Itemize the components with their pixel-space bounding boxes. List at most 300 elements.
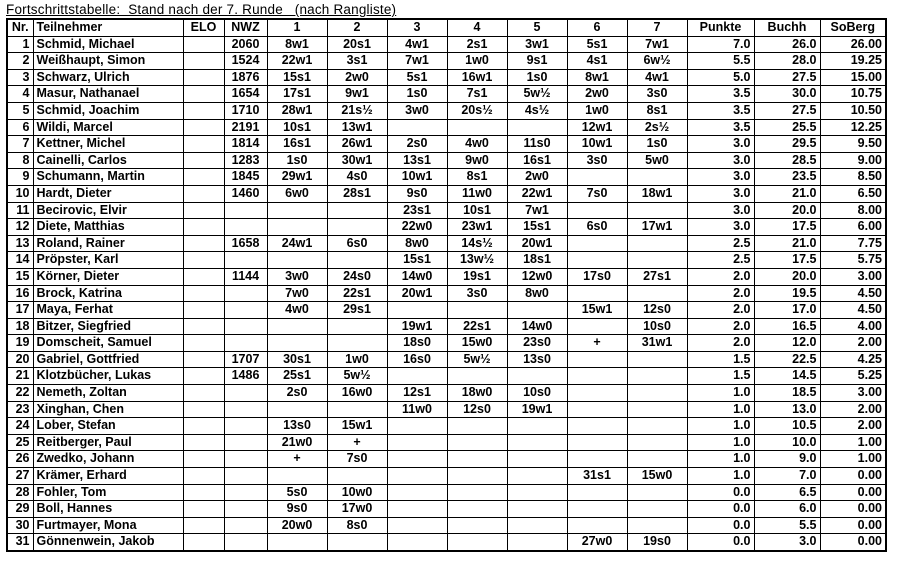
cell-punkte: 1.0 — [687, 401, 754, 418]
cell-round-1: 16s1 — [267, 136, 327, 153]
cell-round-7: 2s½ — [627, 119, 687, 136]
cell-elo — [183, 169, 224, 186]
cell-nwz — [224, 385, 267, 402]
cell-round-1: 30s1 — [267, 351, 327, 368]
cell-punkte: 2.5 — [687, 235, 754, 252]
table-row — [7, 451, 886, 468]
cell-round-4 — [447, 501, 507, 518]
cell-round-4: 4w0 — [447, 136, 507, 153]
cell-soberg: 4.50 — [820, 302, 886, 319]
cell-round-5 — [507, 434, 567, 451]
cell-round-6: 12w1 — [567, 119, 627, 136]
cell-elo — [183, 401, 224, 418]
cell-round-7 — [627, 202, 687, 219]
cell-soberg: 5.25 — [820, 368, 886, 385]
cell-soberg: 2.00 — [820, 401, 886, 418]
cell-round-4: 23w1 — [447, 219, 507, 236]
column-header-soberg: SoBerg — [820, 19, 886, 36]
cell-round-2: 2w0 — [327, 69, 387, 86]
cell-nr: 22 — [7, 385, 33, 402]
cell-soberg: 9.00 — [820, 152, 886, 169]
cell-punkte: 2.0 — [687, 318, 754, 335]
cell-round-2: 22s1 — [327, 285, 387, 302]
column-header-round-5: 5 — [507, 19, 567, 36]
cell-round-4: 11w0 — [447, 185, 507, 202]
cell-round-1 — [267, 318, 327, 335]
cell-punkte: 5.0 — [687, 69, 754, 86]
cell-round-1 — [267, 534, 327, 551]
cell-round-1: 5s0 — [267, 484, 327, 501]
cell-name: Pröpster, Karl — [33, 252, 183, 269]
cell-elo — [183, 285, 224, 302]
cell-nr: 27 — [7, 468, 33, 485]
cell-round-4: 2s1 — [447, 36, 507, 53]
cell-round-4: 5w½ — [447, 351, 507, 368]
cell-buchh: 30.0 — [754, 86, 820, 103]
cell-round-7: 5w0 — [627, 152, 687, 169]
cell-nr: 14 — [7, 252, 33, 269]
header-row — [7, 19, 886, 36]
column-header-round-2: 2 — [327, 19, 387, 36]
cell-buchh: 16.5 — [754, 318, 820, 335]
cell-round-6 — [567, 235, 627, 252]
cell-buchh: 3.0 — [754, 534, 820, 551]
cell-round-5: 20w1 — [507, 235, 567, 252]
cell-buchh: 10.5 — [754, 418, 820, 435]
cell-soberg: 1.00 — [820, 451, 886, 468]
cell-round-2: 8s0 — [327, 517, 387, 534]
cell-round-6: 10w1 — [567, 136, 627, 153]
table-row — [7, 534, 886, 551]
cell-elo — [183, 451, 224, 468]
cell-round-6: 1w0 — [567, 102, 627, 119]
cell-round-3: 2s0 — [387, 136, 447, 153]
cell-name: Masur, Nathanael — [33, 86, 183, 103]
cell-round-2: 9w1 — [327, 86, 387, 103]
cell-name: Becirovic, Elvir — [33, 202, 183, 219]
cell-round-5: 14w0 — [507, 318, 567, 335]
cell-punkte: 2.0 — [687, 285, 754, 302]
cell-round-1: 4w0 — [267, 302, 327, 319]
cell-nr: 24 — [7, 418, 33, 435]
cell-round-4 — [447, 119, 507, 136]
cell-round-4: 16w1 — [447, 69, 507, 86]
cell-elo — [183, 69, 224, 86]
cell-round-3: 11w0 — [387, 401, 447, 418]
cell-nr: 17 — [7, 302, 33, 319]
standings-table — [6, 18, 887, 552]
cell-soberg: 4.50 — [820, 285, 886, 302]
cell-elo — [183, 418, 224, 435]
cell-round-7 — [627, 235, 687, 252]
cell-round-7 — [627, 169, 687, 186]
cell-punkte: 1.5 — [687, 351, 754, 368]
cell-round-7: 19s0 — [627, 534, 687, 551]
cell-round-7: 17w1 — [627, 219, 687, 236]
cell-round-3: 10w1 — [387, 169, 447, 186]
column-header-round-3: 3 — [387, 19, 447, 36]
cell-round-4 — [447, 468, 507, 485]
cell-nwz: 1876 — [224, 69, 267, 86]
cell-buchh: 28.5 — [754, 152, 820, 169]
cell-round-4 — [447, 484, 507, 501]
cell-nwz: 1460 — [224, 185, 267, 202]
cell-round-2: 13w1 — [327, 119, 387, 136]
cell-nwz: 1814 — [224, 136, 267, 153]
cell-soberg: 1.00 — [820, 434, 886, 451]
cell-nwz — [224, 451, 267, 468]
cell-round-3: 9s0 — [387, 185, 447, 202]
cell-round-6: 31s1 — [567, 468, 627, 485]
cell-round-6: 7s0 — [567, 185, 627, 202]
cell-punkte: 0.0 — [687, 484, 754, 501]
cell-round-1 — [267, 335, 327, 352]
cell-soberg: 3.00 — [820, 385, 886, 402]
cell-buchh: 20.0 — [754, 268, 820, 285]
cell-nwz — [224, 285, 267, 302]
cell-round-7: 8s1 — [627, 102, 687, 119]
cell-round-2: 21s½ — [327, 102, 387, 119]
cell-buchh: 5.5 — [754, 517, 820, 534]
cell-round-6 — [567, 169, 627, 186]
cell-round-7: 10s0 — [627, 318, 687, 335]
cell-soberg: 0.00 — [820, 484, 886, 501]
cell-round-2: 29s1 — [327, 302, 387, 319]
cell-round-3 — [387, 418, 447, 435]
cell-nwz — [224, 517, 267, 534]
cell-round-7 — [627, 401, 687, 418]
cell-round-2: 7s0 — [327, 451, 387, 468]
cell-round-4 — [447, 418, 507, 435]
cell-nr: 5 — [7, 102, 33, 119]
cell-round-6 — [567, 202, 627, 219]
cell-punkte: 3.0 — [687, 202, 754, 219]
cell-nwz — [224, 418, 267, 435]
cell-round-5: 13s0 — [507, 351, 567, 368]
cell-buchh: 27.5 — [754, 69, 820, 86]
cell-round-7: 4w1 — [627, 69, 687, 86]
cell-round-3: 7w1 — [387, 53, 447, 70]
cell-round-3: 1s0 — [387, 86, 447, 103]
cell-round-2: 20s1 — [327, 36, 387, 53]
cell-round-3 — [387, 119, 447, 136]
cell-soberg: 0.00 — [820, 534, 886, 551]
cell-soberg: 8.00 — [820, 202, 886, 219]
cell-buchh: 13.0 — [754, 401, 820, 418]
cell-round-1 — [267, 202, 327, 219]
cell-nr: 19 — [7, 335, 33, 352]
cell-nwz: 1707 — [224, 351, 267, 368]
cell-nr: 15 — [7, 268, 33, 285]
cell-nwz — [224, 335, 267, 352]
cell-round-4 — [447, 534, 507, 551]
table-row — [7, 169, 886, 186]
cell-punkte: 5.5 — [687, 53, 754, 70]
cell-round-5 — [507, 517, 567, 534]
cell-round-5 — [507, 534, 567, 551]
cell-round-2 — [327, 534, 387, 551]
cell-soberg: 9.50 — [820, 136, 886, 153]
cell-round-1: 25s1 — [267, 368, 327, 385]
cell-punkte: 3.5 — [687, 86, 754, 103]
cell-nwz — [224, 302, 267, 319]
cell-round-6 — [567, 252, 627, 269]
cell-round-6: 17s0 — [567, 268, 627, 285]
cell-buchh: 25.5 — [754, 119, 820, 136]
cell-round-4: 20s½ — [447, 102, 507, 119]
cell-name: Körner, Dieter — [33, 268, 183, 285]
cell-round-4: 12s0 — [447, 401, 507, 418]
cell-round-7: 6w½ — [627, 53, 687, 70]
cell-nwz: 1486 — [224, 368, 267, 385]
cell-round-4 — [447, 517, 507, 534]
cell-round-6 — [567, 285, 627, 302]
cell-nr: 8 — [7, 152, 33, 169]
table-row — [7, 335, 886, 352]
cell-elo — [183, 302, 224, 319]
cell-round-2: 15w1 — [327, 418, 387, 435]
cell-round-6: 2w0 — [567, 86, 627, 103]
cell-name: Boll, Hannes — [33, 501, 183, 518]
cell-round-1: 24w1 — [267, 235, 327, 252]
cell-name: Schumann, Martin — [33, 169, 183, 186]
cell-buchh: 17.5 — [754, 252, 820, 269]
cell-nwz — [224, 401, 267, 418]
cell-round-3 — [387, 368, 447, 385]
cell-nwz: 1524 — [224, 53, 267, 70]
cell-round-5: 19w1 — [507, 401, 567, 418]
cell-nr: 29 — [7, 501, 33, 518]
cell-nwz: 1654 — [224, 86, 267, 103]
cell-punkte: 3.0 — [687, 136, 754, 153]
cell-elo — [183, 102, 224, 119]
table-row — [7, 136, 886, 153]
cell-nr: 2 — [7, 53, 33, 70]
cell-punkte: 1.0 — [687, 451, 754, 468]
cell-round-7 — [627, 368, 687, 385]
table-row — [7, 202, 886, 219]
cell-round-7 — [627, 252, 687, 269]
cell-buchh: 23.5 — [754, 169, 820, 186]
cell-nwz — [224, 318, 267, 335]
cell-buchh: 12.0 — [754, 335, 820, 352]
cell-round-4: 22s1 — [447, 318, 507, 335]
cell-buchh: 20.0 — [754, 202, 820, 219]
cell-buchh: 14.5 — [754, 368, 820, 385]
cell-name: Krämer, Erhard — [33, 468, 183, 485]
cell-elo — [183, 268, 224, 285]
cell-round-4: 13w½ — [447, 252, 507, 269]
cell-round-1: 28w1 — [267, 102, 327, 119]
column-header-round-7: 7 — [627, 19, 687, 36]
cell-round-3 — [387, 434, 447, 451]
cell-name: Kettner, Michel — [33, 136, 183, 153]
cell-name: Cainelli, Carlos — [33, 152, 183, 169]
cell-name: Fohler, Tom — [33, 484, 183, 501]
table-row — [7, 418, 886, 435]
cell-buchh: 10.0 — [754, 434, 820, 451]
column-header-punkte: Punkte — [687, 19, 754, 36]
cell-round-5: 2w0 — [507, 169, 567, 186]
cell-elo — [183, 318, 224, 335]
cell-round-3 — [387, 501, 447, 518]
cell-round-3: 22w0 — [387, 219, 447, 236]
cell-round-3: 3w0 — [387, 102, 447, 119]
column-header-round-4: 4 — [447, 19, 507, 36]
cell-round-5 — [507, 468, 567, 485]
table-row — [7, 69, 886, 86]
cell-round-4 — [447, 451, 507, 468]
cell-nr: 18 — [7, 318, 33, 335]
cell-round-4: 8s1 — [447, 169, 507, 186]
table-row — [7, 36, 886, 53]
cell-round-1: 13s0 — [267, 418, 327, 435]
cell-round-2: 4s0 — [327, 169, 387, 186]
cell-buchh: 22.5 — [754, 351, 820, 368]
cell-round-4 — [447, 434, 507, 451]
cell-name: Xinghan, Chen — [33, 401, 183, 418]
cell-soberg: 6.50 — [820, 185, 886, 202]
table-row — [7, 235, 886, 252]
cell-round-2 — [327, 202, 387, 219]
cell-elo — [183, 119, 224, 136]
cell-name: Brock, Katrina — [33, 285, 183, 302]
cell-round-3 — [387, 484, 447, 501]
cell-punkte: 0.0 — [687, 501, 754, 518]
cell-soberg: 10.75 — [820, 86, 886, 103]
cell-round-7: 3s0 — [627, 86, 687, 103]
cell-punkte: 1.0 — [687, 385, 754, 402]
cell-round-2: 3s1 — [327, 53, 387, 70]
cell-round-7 — [627, 451, 687, 468]
table-row — [7, 268, 886, 285]
cell-soberg: 5.75 — [820, 252, 886, 269]
cell-soberg: 4.00 — [820, 318, 886, 335]
cell-round-6 — [567, 368, 627, 385]
cell-nwz — [224, 252, 267, 269]
cell-buchh: 28.0 — [754, 53, 820, 70]
cell-round-2: 17w0 — [327, 501, 387, 518]
cell-round-4: 15w0 — [447, 335, 507, 352]
cell-nwz — [224, 484, 267, 501]
cell-nr: 31 — [7, 534, 33, 551]
column-header-nr: Nr. — [7, 19, 33, 36]
cell-round-7: 1s0 — [627, 136, 687, 153]
cell-punkte: 7.0 — [687, 36, 754, 53]
cell-punkte: 1.0 — [687, 418, 754, 435]
cell-name: Klotzbücher, Lukas — [33, 368, 183, 385]
cell-soberg: 0.00 — [820, 468, 886, 485]
table-row — [7, 434, 886, 451]
cell-round-6: 15w1 — [567, 302, 627, 319]
cell-round-1: 2s0 — [267, 385, 327, 402]
cell-round-6 — [567, 401, 627, 418]
table-row — [7, 252, 886, 269]
cell-round-3: 13s1 — [387, 152, 447, 169]
cell-nr: 28 — [7, 484, 33, 501]
cell-round-7 — [627, 285, 687, 302]
cell-nr: 20 — [7, 351, 33, 368]
cell-round-2 — [327, 252, 387, 269]
cell-nwz: 2060 — [224, 36, 267, 53]
cell-round-6: 8w1 — [567, 69, 627, 86]
cell-name: Zwedko, Johann — [33, 451, 183, 468]
cell-punkte: 3.5 — [687, 102, 754, 119]
cell-round-1: 8w1 — [267, 36, 327, 53]
cell-name: Diete, Matthias — [33, 219, 183, 236]
cell-name: Weißhaupt, Simon — [33, 53, 183, 70]
cell-round-6 — [567, 418, 627, 435]
cell-round-5 — [507, 119, 567, 136]
cell-nwz — [224, 202, 267, 219]
cell-elo — [183, 484, 224, 501]
cell-round-3: 23s1 — [387, 202, 447, 219]
cell-round-3 — [387, 517, 447, 534]
cell-round-7 — [627, 351, 687, 368]
column-header-name: Teilnehmer — [33, 19, 183, 36]
cell-elo — [183, 235, 224, 252]
cell-buchh: 7.0 — [754, 468, 820, 485]
cell-punkte: 2.5 — [687, 252, 754, 269]
cell-round-1: 17s1 — [267, 86, 327, 103]
cell-round-2: 1w0 — [327, 351, 387, 368]
cell-round-1: 6w0 — [267, 185, 327, 202]
cell-round-7 — [627, 418, 687, 435]
cell-name: Gabriel, Gottfried — [33, 351, 183, 368]
cell-round-4 — [447, 302, 507, 319]
cell-round-3: 15s1 — [387, 252, 447, 269]
cell-punkte: 3.0 — [687, 169, 754, 186]
cell-round-2: 16w0 — [327, 385, 387, 402]
cell-round-4 — [447, 368, 507, 385]
cell-punkte: 0.0 — [687, 534, 754, 551]
cell-round-7 — [627, 484, 687, 501]
cell-buchh: 21.0 — [754, 235, 820, 252]
cell-nr: 10 — [7, 185, 33, 202]
cell-elo — [183, 517, 224, 534]
cell-nr: 13 — [7, 235, 33, 252]
cell-nr: 7 — [7, 136, 33, 153]
cell-name: Lober, Stefan — [33, 418, 183, 435]
table-row — [7, 285, 886, 302]
cell-nwz — [224, 219, 267, 236]
cell-round-1: 3w0 — [267, 268, 327, 285]
cell-elo — [183, 136, 224, 153]
cell-soberg: 15.00 — [820, 69, 886, 86]
cell-round-2: 30w1 — [327, 152, 387, 169]
cell-buchh: 18.5 — [754, 385, 820, 402]
cell-buchh: 9.0 — [754, 451, 820, 468]
cell-round-4: 9w0 — [447, 152, 507, 169]
cell-name: Roland, Rainer — [33, 235, 183, 252]
cell-buchh: 21.0 — [754, 185, 820, 202]
cell-round-6: + — [567, 335, 627, 352]
cell-elo — [183, 434, 224, 451]
cell-nwz — [224, 534, 267, 551]
cell-round-6: 27w0 — [567, 534, 627, 551]
cell-round-3: 12s1 — [387, 385, 447, 402]
cell-round-2: 10w0 — [327, 484, 387, 501]
cell-round-7: 12s0 — [627, 302, 687, 319]
cell-round-5: 23s0 — [507, 335, 567, 352]
cell-soberg: 0.00 — [820, 517, 886, 534]
cell-round-7: 7w1 — [627, 36, 687, 53]
cell-round-1: 22w1 — [267, 53, 327, 70]
cell-round-5: 22w1 — [507, 185, 567, 202]
cell-round-1: 15s1 — [267, 69, 327, 86]
cell-round-3: 20w1 — [387, 285, 447, 302]
cell-round-6: 3s0 — [567, 152, 627, 169]
